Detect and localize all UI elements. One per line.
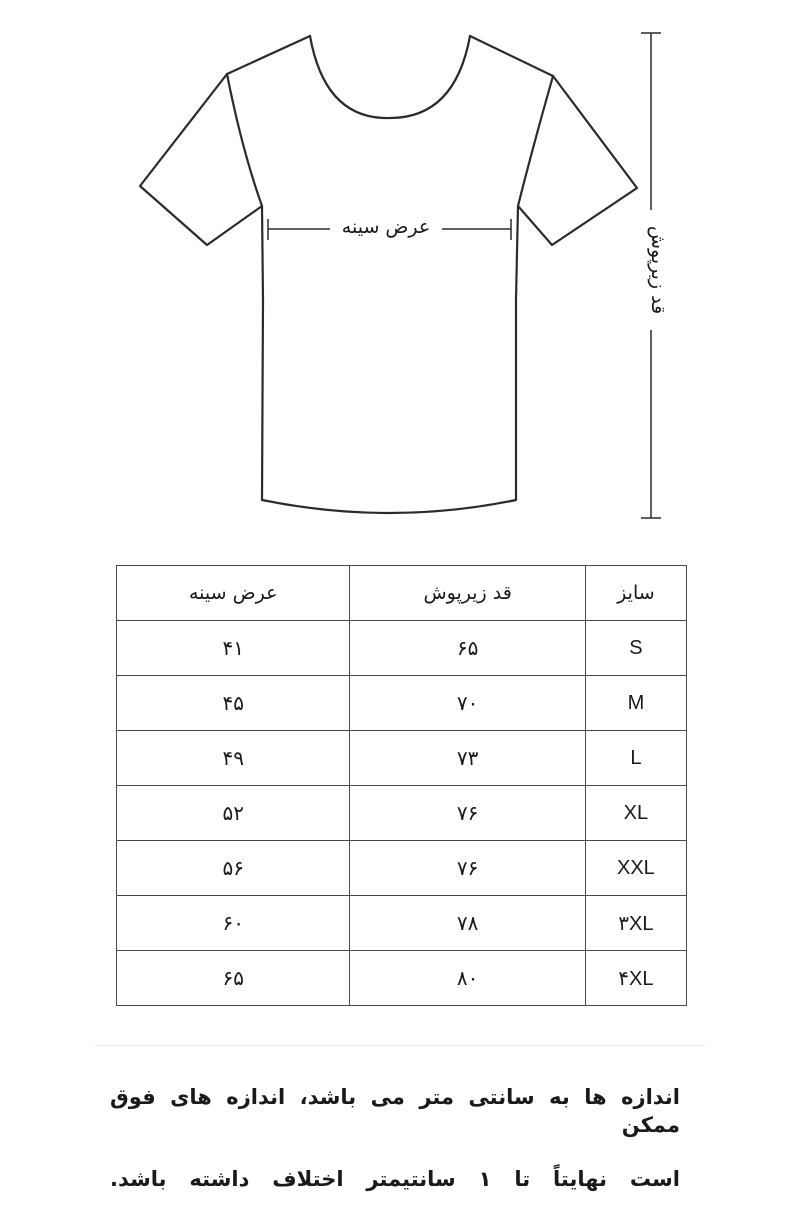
tshirt-outline bbox=[140, 36, 637, 513]
cell-size: XL bbox=[585, 786, 686, 841]
note-line-2: است نهایتاً تا ۱ سانتیمتر اختلاف داشته باشد. bbox=[110, 1167, 681, 1191]
note-line-1: اندازه ها به سانتی متر می باشد، اندازه های فوق ممکن bbox=[110, 1085, 680, 1137]
cell-chest: ۴۹ bbox=[117, 731, 350, 786]
cell-chest: ۶۰ bbox=[117, 896, 350, 951]
cell-size: XXL bbox=[585, 841, 686, 896]
cell-length: ۷۶ bbox=[350, 841, 585, 896]
cell-length: ۸۰ bbox=[350, 951, 585, 1006]
divider bbox=[95, 1045, 705, 1046]
measurement-note bbox=[110, 1083, 680, 1219]
table-row bbox=[117, 951, 687, 1006]
cell-size: L bbox=[585, 731, 686, 786]
cell-length: ۷۸ bbox=[350, 896, 585, 951]
tshirt-diagram bbox=[0, 0, 800, 540]
size-table bbox=[116, 565, 687, 1006]
table-header-row bbox=[117, 566, 687, 621]
table-row bbox=[117, 621, 687, 676]
cell-size: ۳XL bbox=[585, 896, 686, 951]
cell-chest: ۵۶ bbox=[117, 841, 350, 896]
header-size: سایز bbox=[585, 566, 686, 621]
cell-length: ۷۰ bbox=[350, 676, 585, 731]
sleeve-seam-left bbox=[227, 74, 262, 206]
cell-chest: ۵۲ bbox=[117, 786, 350, 841]
sleeve-seam-right bbox=[518, 76, 553, 206]
cell-size: S bbox=[585, 621, 686, 676]
tshirt-neckline bbox=[310, 36, 470, 118]
header-chest: عرض سینه bbox=[117, 566, 350, 621]
table-row bbox=[117, 676, 687, 731]
cell-length: ۶۵ bbox=[350, 621, 585, 676]
cell-chest: ۴۵ bbox=[117, 676, 350, 731]
table-row bbox=[117, 896, 687, 951]
cell-size: ۴XL bbox=[585, 951, 686, 1006]
cell-chest: ۴۱ bbox=[117, 621, 350, 676]
table-row bbox=[117, 731, 687, 786]
cell-length: ۷۶ bbox=[350, 786, 585, 841]
table-row bbox=[117, 841, 687, 896]
cell-chest: ۶۵ bbox=[117, 951, 350, 1006]
cell-size: M bbox=[585, 676, 686, 731]
header-length: قد زیرپوش bbox=[350, 566, 585, 621]
cell-length: ۷۳ bbox=[350, 731, 585, 786]
chest-width-label: عرض سینه bbox=[330, 213, 442, 241]
table-row bbox=[117, 786, 687, 841]
length-label: قد زیرپوش bbox=[643, 210, 673, 330]
